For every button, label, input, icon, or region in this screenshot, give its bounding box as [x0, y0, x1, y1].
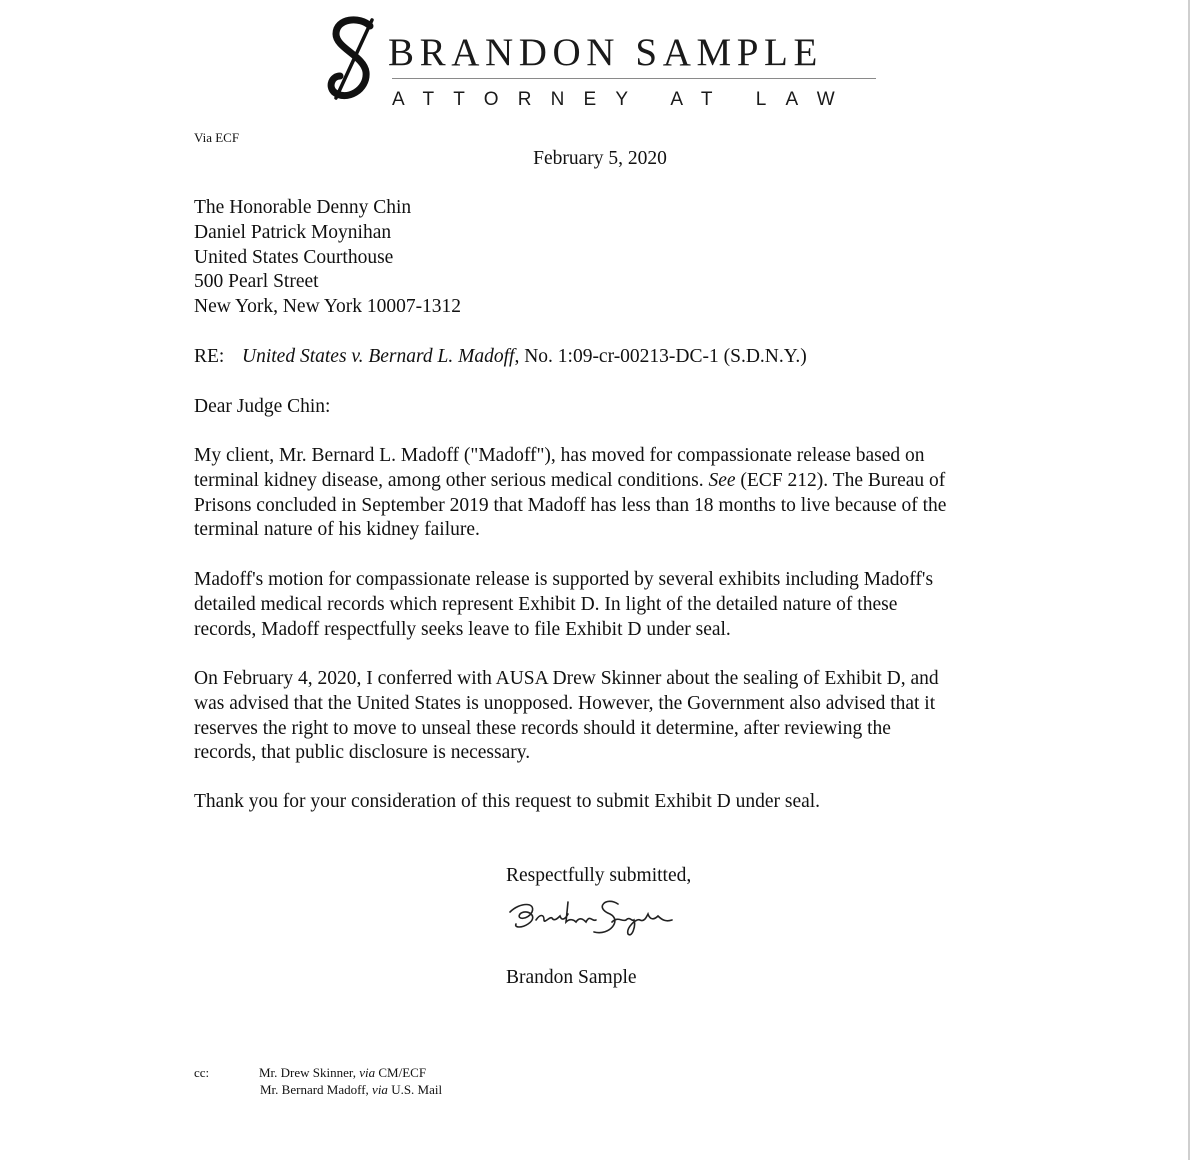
cc-method: U.S. Mail — [387, 1082, 443, 1097]
paragraph-line: records, Madoff respectfully seeks leave to file Exhibit D under seal. — [194, 618, 731, 640]
cc-method: CM/ECF — [375, 1065, 427, 1080]
valediction: Respectfully submitted, — [506, 865, 692, 886]
letterhead — [320, 14, 890, 110]
firm-subtitle: ATTORNEY AT LAW — [392, 89, 854, 110]
body-paragraph-1 — [194, 444, 1024, 543]
re-label: RE: — [194, 346, 225, 367]
case-name: United States v. Bernard L. Madoff — [242, 346, 515, 367]
cc-recipient-name: Mr. Bernard Madoff, — [260, 1082, 373, 1097]
cc-via: via — [372, 1082, 388, 1097]
paragraph-text: terminal kidney disease, among other serious medical conditions. — [194, 469, 709, 491]
body-paragraph-3 — [194, 667, 1024, 766]
body-paragraph-2 — [194, 568, 1024, 642]
paragraph-line: detailed medical records which represent Exhibit D. In light of the detailed nature of these — [194, 593, 898, 615]
recipient-line: New York, New York 10007-1312 — [194, 296, 462, 318]
subject-line — [194, 345, 1024, 370]
see-citation-signal: See — [708, 469, 736, 491]
paragraph-line: reserves the right to move to unseal these records should it determine, after reviewing the — [194, 717, 891, 739]
paragraph-text: (ECF 212). The Bureau of — [735, 469, 946, 491]
recipient-address — [194, 196, 1024, 320]
recipient-line: 500 Pearl Street — [194, 271, 319, 293]
paragraph-line: was advised that the United States is unopposed. However, the Government also advised that it — [194, 692, 936, 714]
letterhead-divider — [392, 78, 876, 79]
salutation: Dear Judge Chin: — [194, 396, 331, 417]
paragraph-line — [194, 469, 1024, 494]
recipient-line: The Honorable Denny Chin — [194, 197, 412, 218]
monogram-logo-icon — [326, 16, 382, 102]
paragraph-line: terminal nature of his kidney failure. — [194, 519, 480, 541]
handwritten-signature — [506, 892, 676, 944]
recipient-line: United States Courthouse — [194, 246, 394, 268]
cc-label: cc: — [194, 1065, 210, 1080]
case-number: , No. 1:09-cr-00213-DC-1 (S.D.N.Y.) — [514, 346, 807, 367]
paragraph-line: My client, Mr. Bernard L. Madoff ("Madoff"), has moved for compassionate release based on — [194, 445, 925, 466]
body-paragraph-4: Thank you for your consideration of this request to submit Exhibit D under seal. — [194, 791, 821, 812]
cc-recipient — [259, 1065, 426, 1081]
paragraph-line: Prisons concluded in September 2019 that Madoff has less than 18 months to live because of the — [194, 494, 947, 516]
paragraph-line: Madoff's motion for compassionate release is supported by several exhibits including Madoff's — [194, 569, 934, 590]
page-edge-shadow — [1188, 0, 1190, 1160]
paragraph-line: On February 4, 2020, I conferred with AUSA Drew Skinner about the sealing of Exhibit D, and — [194, 668, 939, 689]
cc-via: via — [359, 1065, 376, 1080]
paragraph-line: records, that public disclosure is necessary. — [194, 742, 531, 764]
recipient-line: Daniel Patrick Moynihan — [194, 221, 392, 243]
firm-name: BRANDON SAMPLE — [388, 31, 823, 74]
cc-recipient-name: Mr. Drew Skinner, — [259, 1065, 360, 1080]
delivery-method: Via ECF — [194, 130, 240, 145]
letter-date: February 5, 2020 — [533, 148, 667, 169]
cc-recipient — [260, 1082, 442, 1098]
signer-name: Brandon Sample — [506, 967, 637, 988]
